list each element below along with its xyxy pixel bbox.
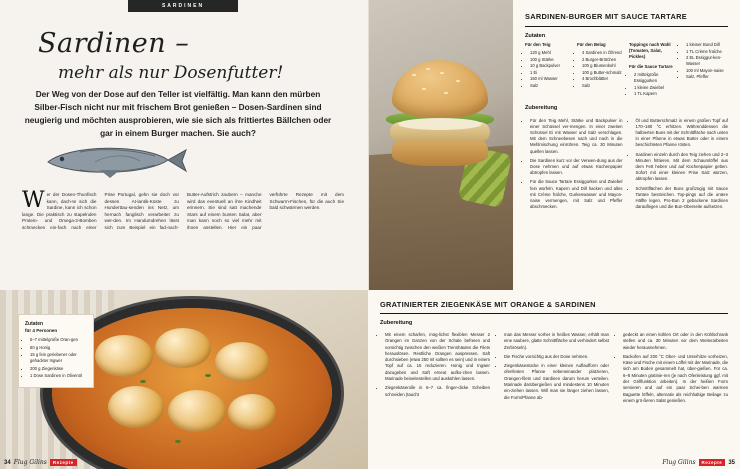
recipe-burger	[513, 0, 740, 290]
prep-step: • Für den Teig Mehl, Stärke und Backpulver in einer Schüssel ver-mengen. In einer zweiten Schüssel Ei mit Wasser und Salz verschlagen. Mit dem Schneebesen nach und nach in die Mehlmischung einrühren. Teig ca. 30 Minuten quellen lassen.	[530, 118, 623, 155]
ingredient-group-title: Toppings nach Wahl (Tomaten, Salat, Pickles)	[629, 42, 671, 59]
recipe-goat-cheese	[368, 290, 740, 469]
photo-goat-cheese-slice	[95, 335, 153, 377]
page-number: 35	[728, 459, 735, 466]
page-number: 34	[4, 459, 11, 466]
prep-step: • gedeckt an einen kühlen Ort oder in den Kühlschrank stellen und ca. 30 Minuten vor dem Weiterarbeiten wieder herausnehmen.	[623, 332, 728, 351]
prep-step: • Ziegenkäserolle in 6–7 ca. finger-dicke Scheiben schneiden (taucht	[385, 385, 490, 398]
ingredients-heading: Zutaten	[525, 33, 546, 39]
ingredient-item: • 1 Dose Sardinen in Olivenöl	[30, 373, 87, 379]
photo-goat-cheese-slice	[155, 328, 211, 368]
ingredient-item: • 1 kleiner Bund Dill	[686, 42, 728, 48]
ingredient-group	[681, 42, 728, 98]
ingredient-item: • 2 EL Essiggur-ken-Wasser	[686, 55, 728, 67]
magazine-logo: Flug Gilins	[662, 459, 696, 466]
prep-step: • Backofen auf 200 °C Ober- und Unterhitze vorheizen, Käse und Fische mit einem Löffel mit der Marinade, die sich am Boden gesammelt hat, über-gießen. Für ca. 6–8 Minuten gratinie-ren (je nach Ofenleistung ggf. mit der Grillfunktion arbeiten). In der heißen Form servieren und auf ein paar Schei-ben warmes Baguette löffeln, alternativ als reichhaltige Beilage zu einem grö-ßeren Salat genießen.	[623, 354, 728, 404]
ingredient-item: • 1 Ei	[530, 70, 572, 76]
ingredient-item: • 1 TL Crème fraîche	[686, 49, 728, 55]
headline-line-1: Sardinen –	[38, 28, 190, 59]
ingredient-group	[525, 42, 572, 98]
magazine-logo: Flug Gilins	[13, 459, 47, 466]
ingredient-item: • 5–7 mittelgroße Oran-gen	[30, 337, 87, 343]
photo-herb	[175, 440, 181, 443]
ingredient-group-title: Für den Belag	[577, 42, 606, 47]
photo-goat-cheese-slice	[168, 390, 226, 432]
ingredient-item: • 4 Sardinen in Öl/rend	[582, 50, 624, 56]
page-title	[38, 28, 338, 83]
ingredient-item: • 10 g Backpulver	[530, 63, 572, 69]
ingredient-item: • Salz, Pfeffer	[686, 74, 728, 80]
column-divider	[368, 0, 369, 290]
prep-step: • man das Messer vorher in heißes Wasser, erhält man eine saubere, glatte Schnittfläche und verhindert selbst Zerbröseln).	[504, 332, 609, 351]
ingredient-item: • 100 ml Mayon-naise	[686, 68, 728, 74]
prep-step: • Öl und Butterschmalz in einem großen Topf auf 170–180 °C erhitzen. Währenddessen die halbierten Buns mit der Schnittfläche nach unten in einer Pfanne in etwas Butter oder in einem beschichteten Pfanne rösten.	[636, 118, 729, 149]
ingredients-card-heading: Zutaten	[25, 321, 44, 327]
ingredient-item: • 100 g Stärke	[530, 57, 572, 63]
recipe-title: SARDINEN-BURGER MIT SAUCE TARTARE	[525, 12, 687, 21]
ingredient-group	[577, 42, 624, 98]
drop-cap: W	[22, 188, 45, 213]
title-rule	[380, 313, 728, 314]
photo-bun-top	[392, 60, 488, 118]
preparation-steps	[525, 118, 728, 214]
section-badge: Rezepte	[699, 459, 726, 466]
ingredient-item: • 150 ml Wasser	[530, 76, 572, 82]
ingredient-item: • 1 kleine Zwiebel	[634, 85, 676, 91]
standfirst-text: Der Weg von der Dose auf den Teller ist vielfältig. Man kann den mürben Silber-Fisch nicht nur mit frischem Brot genießen – Dosen-Sardinen sind neugierig und möchten ausprobieren, wie sie sich als frittiertes Bällchen oder gar in einem Burger machen. Sie auch?	[24, 89, 332, 138]
section-tab: SARDINEN	[128, 0, 238, 12]
ingredient-item: • 100 g Blumenkohl	[582, 63, 624, 69]
burger-photo	[368, 0, 513, 290]
photo-herb	[205, 374, 211, 377]
section-badge: Rezepte	[50, 459, 77, 466]
ingredient-group	[629, 42, 676, 98]
recipe-title: GRATINIERTER ZIEGENKÄSE MIT ORANGE & SARDINEN	[380, 300, 596, 309]
body-paragraph-3: an ihre Kindheit erinnern. Sie sind satt machende Stars auf einem bunten Salat, aber man kann noch so viel mehr mit ihnen anstellen. Hier ein paar verführte Rezepte mit dem Schwarm-Fischen, für die auch Sie bald schwärmen werden.	[187, 192, 344, 230]
ingredients-card	[18, 314, 94, 388]
preparation-heading: Zubereitung	[380, 320, 413, 326]
ingredient-item: • 4 Brochblätter	[582, 76, 624, 82]
sardine-illustration-icon	[40, 140, 190, 180]
title-rule	[525, 26, 728, 27]
ingredient-item: • Salz	[582, 83, 624, 89]
prep-step: • Die Fische vorsichtig aus der Dose nehmen.	[504, 354, 609, 360]
photo-goat-cheese-slice	[108, 386, 164, 428]
headline-line-2: mehr als nur Dosenfutter!	[58, 63, 284, 83]
ingredients-grid	[525, 42, 728, 98]
folio-left	[4, 459, 77, 466]
ingredient-item: • 15 g fein geriebener oder gehackter Ingwer	[30, 352, 87, 364]
ingredient-item: • 60 g Honig	[30, 345, 87, 351]
photo-herb	[140, 380, 146, 383]
ingredient-item: • Salz	[530, 83, 572, 89]
article-body	[22, 188, 344, 232]
prep-step: • Sardinen einzeln durch den Teig ziehen und 2–3 Minuten frittieren. Mit dem Schaumlöffel aus dem Fett heben und auf Küchenpapier geben. Sofort mit einer kleinen Prise Salz würzen, abtropfen lassen.	[636, 152, 729, 183]
prep-step: • Für die Sauce Tartare Essiggurken und Zwiebel fein würfeln. Kapern und Dill hacken und alles mit Crème fraîche, Gurkenwasser und Mayon-naise vermengen, mit Salz und Pfeffer abschmecken.	[530, 179, 623, 210]
ingredient-group-title: Für die Sauce Tartare	[629, 64, 673, 69]
photo-goat-cheese-slice	[215, 342, 269, 382]
prep-step: • Mit einem scharfen, mög-lichst flexiblen Messer 2 Orangen im Ganzen von der Schale befreien und vorsichtig zwischen den weißen Trennhäuten die Filets herauslösen. Restliche Orangen auspressen, Saft durchsieben (etwa 250 ml sollten es sein) und in einem Topf auf ca. 15 reduzieren. Honig und Ingwer dazugeben und Saft erneut aufko-chen lassen. Marinade beiseitestellen und auskühlen lassen.	[385, 332, 490, 382]
ingredient-item: • 2 mittelgroße Essiggurken	[634, 72, 676, 84]
preparation-steps	[380, 332, 728, 407]
ingredient-group-title: Für den Teig	[525, 42, 551, 47]
ingredient-item: • 120 g Mehl	[530, 50, 572, 56]
prep-step: • Ziegenkäsestücke in einer kleinen Auflaufform oder ofenfesten Pfanne nebeneinander platzieren, Orangen-filets und Sardinen darum herum verteilen. Marinade darübergießen und mindestens 10 Minuten ein-ziehen lassen. Will man sie länger ziehen lassen, die Form/Pfanne ab-	[504, 363, 609, 401]
folio-right	[662, 459, 735, 466]
prep-step: • Schnittflächen der Buns großzügig mit Sauce Tartare bestreichen. Top-pings auf die untere Hälfte legen, Pro-Bun 2 gebackene Sardinen darauflegen und die Bun-Oberseite aufsetzen.	[636, 186, 729, 211]
photo-bun-bottom	[392, 140, 488, 166]
feature-article	[0, 0, 368, 290]
photo-sauce-tartare	[398, 118, 482, 130]
ingredient-item: • 2 Burger-Brötchen	[582, 57, 624, 63]
body-paragraph-1: er der Dosen-Thunfisch kann, dach-te sich die Sardine, kann ich schon lange. Die praktisch zu stapelnden Protein- und Omega-3-Bomben schmecken ein-fach nach einer Prise Portugal,	[22, 192, 136, 230]
ingredient-item: • 100 g Butter-schmalz	[582, 70, 624, 76]
servings-label: für 4 Personen	[25, 328, 58, 333]
body-paragraph-2: gehn sie doch vor dessen At-lantik-Küste zu Hunderttau-senden ins Netz, um hernach fanglisch verarbeitet zu wer-den. Im Handumdrehen lässt sich zum Beispiel ein fad-nach-Butter-Aufstrich zaubern – manche wird das eventuell	[104, 192, 262, 230]
ingredient-item: • 200 g Ziegenkäse	[30, 366, 87, 372]
prep-step: • Die Sardinen kurz vor der Verwen-dung aus der Dose nehmen und auf etwas Küchenpapier abtropfen lassen.	[530, 158, 623, 177]
preparation-heading: Zubereitung	[525, 104, 558, 111]
ingredient-item: • 1 TL Kapern	[634, 91, 676, 97]
photo-goat-cheese-slice	[228, 394, 276, 430]
